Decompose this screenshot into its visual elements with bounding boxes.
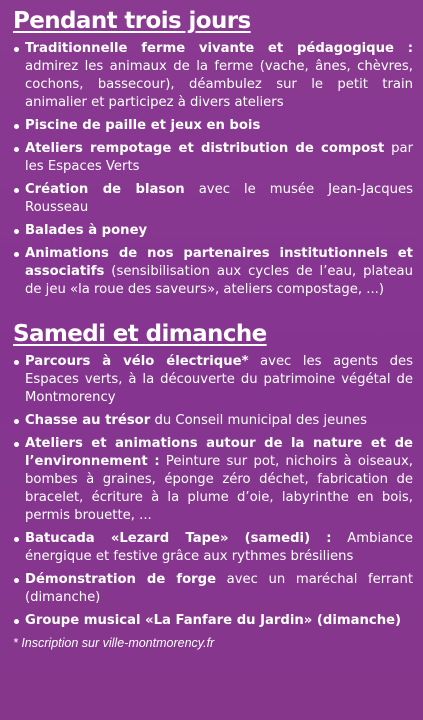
list-item: [13, 412, 413, 430]
section-title-three-days: Pendant trois jours: [13, 8, 251, 34]
item-heading: Piscine de paille et jeux en bois: [25, 118, 261, 133]
item-text: par les Espaces Verts: [25, 141, 413, 174]
list-item: [13, 612, 413, 630]
section-title-weekend: Samedi et dimanche: [13, 321, 267, 347]
item-heading: Batucada «Lezard Tape» (samedi) :: [25, 531, 332, 546]
list-item: [13, 40, 413, 112]
item-heading: Animations de nos partenaires institutionnels et associatifs: [25, 246, 413, 279]
item-text: avec un maréchal ferrant (dimanche): [25, 572, 413, 605]
registration-footnote: * Inscription sur ville-montmorency.fr: [13, 636, 215, 650]
item-text: avec les agents des Espaces verts, à la découverte du patrimoine végétal de Montmorency: [25, 354, 413, 405]
item-heading: Démonstration de forge: [25, 572, 217, 587]
item-text: admirez les animaux de la ferme (vache, ânes, chèvres, cochons, bassecour), déambulez sur le petit train animalier et participez à divers ateliers: [25, 59, 413, 110]
item-heading: Groupe musical «La Fanfare du Jardin» (dimanche): [25, 613, 402, 628]
item-heading: Balades à poney: [25, 223, 148, 238]
item-heading: Chasse au trésor: [25, 413, 151, 428]
item-text: du Conseil municipal des jeunes: [150, 413, 367, 428]
list-item: [13, 435, 413, 525]
list-item: [13, 571, 413, 607]
item-text: (sensibilisation aux cycles de l’eau, plateau de jeu «la roue des saveurs», ateliers compostage, ...): [25, 264, 413, 297]
list-item: [13, 245, 413, 299]
weekend-activity-list: [13, 353, 413, 630]
list-item: [13, 353, 413, 407]
list-item: [13, 140, 413, 176]
list-item: [13, 117, 413, 135]
item-text: Peinture sur pot, nichoirs à oiseaux, bombes à graines, éponge zéro déchet, fabrication de bracelet, écriture à la plume d’oie, labyrinthe en bois, permis brouette, ...: [25, 454, 413, 523]
item-heading: Ateliers rempotage et distribution de compost: [25, 141, 385, 156]
item-text: Ambiance énergique et festive grâce aux rythmes brésiliens: [25, 531, 413, 564]
three-days-activity-list: [13, 40, 413, 299]
list-item: [13, 530, 413, 566]
item-heading: Ateliers et animations autour de la nature et de l’environnement :: [25, 436, 413, 469]
item-heading: Traditionnelle ferme vivante et pédagogique :: [25, 41, 413, 56]
list-item: [13, 181, 413, 217]
item-heading: Création de blason: [25, 182, 185, 197]
item-text: avec le musée Jean-Jacques Rousseau: [25, 182, 413, 215]
list-item: [13, 222, 413, 240]
item-heading: Parcours à vélo électrique*: [25, 354, 249, 369]
